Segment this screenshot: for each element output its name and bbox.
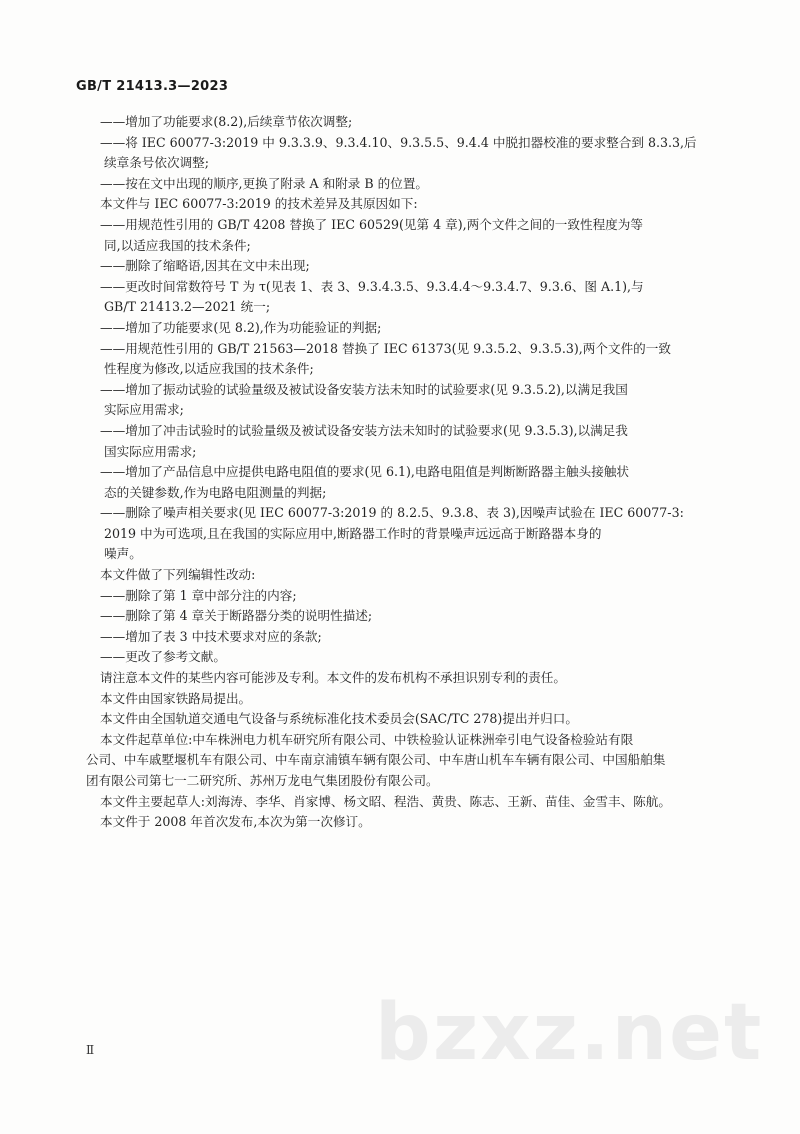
list-item: ——增加了冲击试验时的试验量级及被试设备安装方法未知时的试验要求(见 9.3.5.3),以满足我: [100, 422, 628, 438]
list-item: ——更改时间常数符号 T 为 τ(见表 1、表 3、9.3.4.3.5、9.3.4.4～9.3.4.7、9.3.6、图 A.1),与: [100, 278, 644, 294]
list-item: ——增加了功能要求(见 8.2),作为功能验证的判据;: [100, 319, 382, 335]
paragraph-line: 本文件做了下列编辑性改动:: [100, 567, 256, 583]
list-item: ——删除了噪声相关要求(见 IEC 60077-3:2019 的 8.2.5、9.3.8、表 3),因噪声试验在 IEC 60077-3:: [100, 505, 684, 521]
list-item-continuation: 2019 中为可选项,且在我国的实际应用中,断路器工作时的背景噪声远远高于断路器本身的: [104, 525, 602, 541]
paragraph-line: 团有限公司第七一二研究所、苏州万龙电气集团股份有限公司。: [86, 773, 439, 788]
list-item: ——将 IEC 60077-3:2019 中 9.3.3.9、9.3.4.10、9.3.5.5、9.4.4 中脱扣器校准的要求整合到 8.3.3,后: [100, 134, 697, 150]
watermark: bzxz.net: [375, 988, 764, 1078]
list-item: ——增加了产品信息中应提供电路电阻值的要求(见 6.1),电路电阻值是判断断路器主触头接触状: [100, 464, 630, 480]
list-item-continuation: GB/T 21413.2—2021 统一;: [104, 299, 271, 315]
document-number-header: GB/T 21413.3—2023: [76, 79, 229, 94]
list-item-continuation: 性程度为修改,以适应我国的技术条件;: [104, 361, 314, 377]
paragraph-line: 本文件主要起草人:刘海涛、李华、肖家博、杨文昭、程浩、黄贵、陈志、王新、苗佳、金雪丰、陈航。: [100, 793, 671, 809]
list-item-continuation: 续章条号依次调整;: [104, 155, 209, 171]
paragraph-line: 本文件由全国轨道交通电气设备与系统标准化技术委员会(SAC/TC 278)提出并归口。: [100, 711, 578, 727]
paragraph-line: 本文件起草单位:中车株洲电力机车研究所有限公司、中铁检验认证株洲牵引电气设备检验站有限: [100, 731, 634, 747]
list-item: ——增加了表 3 中技术要求对应的条款;: [100, 628, 322, 644]
list-item-continuation: 实际应用需求;: [104, 402, 184, 418]
list-item: ——增加了功能要求(8.2),后续章节依次调整;: [100, 114, 353, 129]
list-item: ——用规范性引用的 GB/T 21563—2018 替换了 IEC 61373(见 9.3.5.2、9.3.5.3),两个文件的一致: [100, 340, 671, 356]
list-item: ——删除了第 1 章中部分注的内容;: [100, 587, 297, 603]
list-item: ——按在文中出现的顺序,更换了附录 A 和附录 B 的位置。: [100, 175, 429, 191]
document-body: [86, 112, 722, 833]
list-item: ——增加了振动试验的试验量级及被试设备安装方法未知时的试验要求(见 9.3.5.2),以满足我国: [100, 381, 628, 397]
list-item-continuation: 同,以适应我国的技术条件;: [104, 237, 251, 253]
paragraph-line: 本文件由国家铁路局提出。: [100, 690, 252, 706]
list-item-continuation: 国实际应用需求;: [104, 443, 197, 459]
paragraph-line: 本文件于 2008 年首次发布,本次为第一次修订。: [100, 814, 371, 830]
page-number: Ⅱ: [86, 1043, 95, 1057]
list-item: ——用规范性引用的 GB/T 4208 替换了 IEC 60529(见第 4 章),两个文件之间的一致性程度为等: [100, 216, 643, 232]
list-item: ——更改了参考文献。: [100, 649, 226, 665]
paragraph-line: 请注意本文件的某些内容可能涉及专利。本文件的发布机构不承担识别专利的责任。: [100, 670, 566, 686]
list-item-continuation: 噪声。: [104, 546, 142, 562]
list-item: ——删除了第 4 章关于断路器分类的说明性描述;: [100, 608, 373, 624]
paragraph-line: 本文件与 IEC 60077-3:2019 的技术差异及其原因如下:: [100, 196, 418, 212]
paragraph-line: 公司、中车戚墅堰机车有限公司、中车南京浦镇车辆有限公司、中车唐山机车车辆有限公司、中国船舶集: [86, 752, 666, 768]
list-item: ——删除了缩略语,因其在文中未出现;: [100, 258, 310, 274]
list-item-continuation: 态的关键参数,作为电路电阻测量的判据;: [104, 484, 327, 500]
